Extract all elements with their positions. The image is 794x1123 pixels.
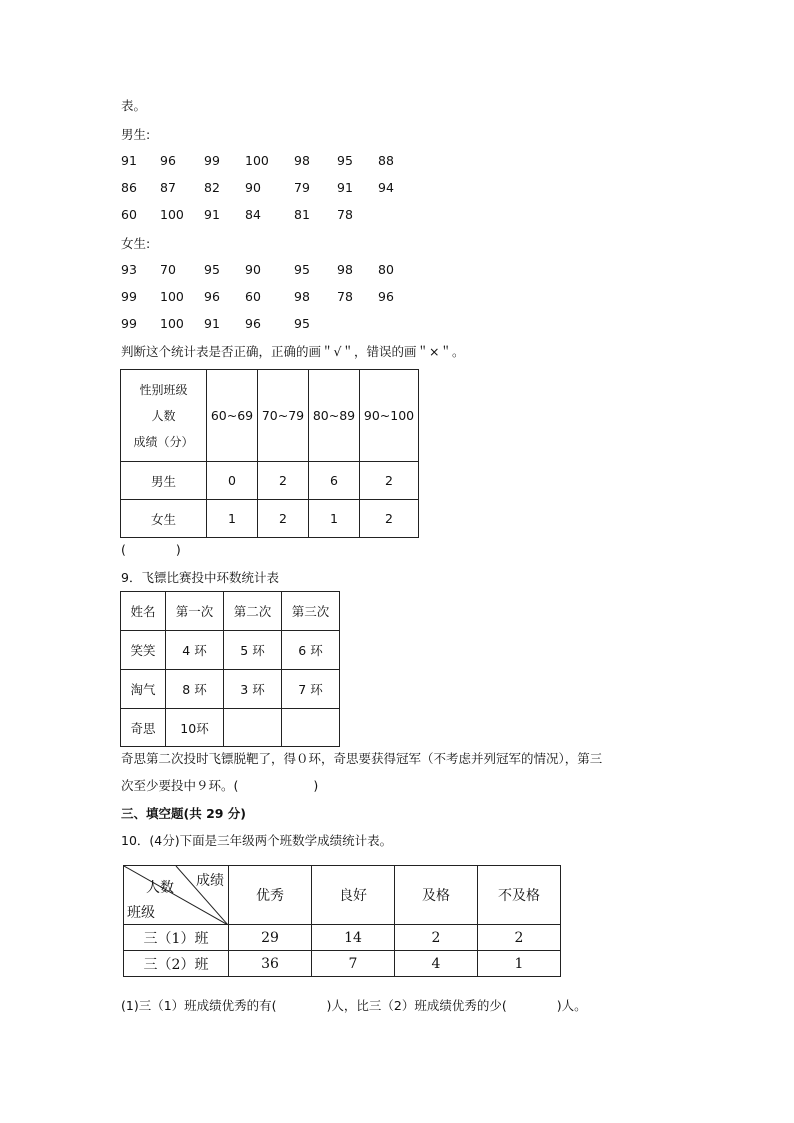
table1-cell: 2	[360, 500, 419, 538]
intro-tail: 表。	[121, 98, 147, 113]
table2-cell: 笑笑	[121, 631, 166, 670]
score-value: 90	[245, 180, 261, 195]
score-value: 91	[204, 316, 220, 331]
table2-cell	[282, 709, 340, 747]
score-value: 78	[337, 207, 353, 222]
table1-corner	[121, 370, 207, 462]
score-value: 95	[337, 153, 353, 168]
table2-cell: 7 环	[282, 670, 340, 709]
q9-text: 奇思第二次投时飞镖脱靶了，得０环，奇思要获得冠军（不考虑并列冠军的情况），第三	[121, 751, 603, 766]
score-value: 95	[294, 316, 310, 331]
table2-cell: 5 环	[224, 631, 282, 670]
table1-corner-line: 人数	[151, 408, 176, 423]
table2-cell: 淘气	[121, 670, 166, 709]
table3-corner	[124, 866, 229, 925]
table3-cell: 29	[229, 925, 312, 951]
score-value: 99	[121, 316, 137, 331]
table3-header: 不及格	[478, 866, 561, 925]
table2-cell: 8 环	[166, 670, 224, 709]
table3-cell: 2	[395, 925, 478, 951]
table1-cell: 1	[309, 500, 360, 538]
score-value: 70	[160, 262, 176, 277]
score-value: 94	[378, 180, 394, 195]
score-value: 78	[337, 289, 353, 304]
q10-title: 10．(4分)下面是三年级两个班数学成绩统计表。	[121, 833, 393, 848]
table3-cell: 1	[478, 951, 561, 977]
table2-cell: 6 环	[282, 631, 340, 670]
table2-header: 第三次	[282, 592, 340, 631]
score-value: 91	[121, 153, 137, 168]
table2-cell: 4 环	[166, 631, 224, 670]
score-value: 88	[378, 153, 394, 168]
table2-cell: 奇思	[121, 709, 166, 747]
table3-header: 优秀	[229, 866, 312, 925]
score-value: 100	[160, 289, 184, 304]
score-value: 79	[294, 180, 310, 195]
score-value: 98	[294, 289, 310, 304]
score-value: 90	[245, 262, 261, 277]
score-value: 60	[121, 207, 137, 222]
score-value: 95	[204, 262, 220, 277]
score-value: 84	[245, 207, 261, 222]
table1-header: 80~89	[309, 370, 360, 462]
score-value: 99	[121, 289, 137, 304]
table1-header: 70~79	[258, 370, 309, 462]
score-value: 93	[121, 262, 137, 277]
q10-subquestion: (1)三（1）班成绩优秀的有( )人，比三（2）班成绩优秀的少( )人。	[121, 998, 587, 1013]
table1-corner-line: 性别班级	[139, 382, 188, 397]
table3-row-label: 三（1）班	[124, 925, 229, 951]
girls-label: 女生:	[121, 236, 151, 251]
score-value: 95	[294, 262, 310, 277]
score-value: 96	[204, 289, 220, 304]
table1-cell: 2	[258, 462, 309, 500]
score-value: 86	[121, 180, 137, 195]
table3-corner-mid: 人数	[146, 880, 174, 896]
judge-prompt: 判断这个统计表是否正确，正确的画＂√＂，错误的画＂×＂。	[121, 344, 465, 359]
table3-cell: 4	[395, 951, 478, 977]
table3-row-label: 三（2）班	[124, 951, 229, 977]
table2-header: 第二次	[224, 592, 282, 631]
score-value: 100	[245, 153, 269, 168]
table3-cell: 14	[312, 925, 395, 951]
score-value: 98	[294, 153, 310, 168]
table2-cell: 10环	[166, 709, 224, 747]
table2-header: 姓名	[121, 592, 166, 631]
score-value: 91	[204, 207, 220, 222]
score-value: 100	[160, 316, 184, 331]
table3-cell: 36	[229, 951, 312, 977]
score-value: 91	[337, 180, 353, 195]
score-value: 100	[160, 207, 184, 222]
score-value: 82	[204, 180, 220, 195]
answer-blank: ( )	[121, 542, 181, 557]
score-value: 99	[204, 153, 220, 168]
score-value: 96	[378, 289, 394, 304]
score-value: 81	[294, 207, 310, 222]
table3-header: 良好	[312, 866, 395, 925]
section-title: 三、填空题(共 29 分)	[121, 806, 247, 821]
table1-row-label: 女生	[121, 500, 207, 538]
table2-header: 第一次	[166, 592, 224, 631]
table2-cell: 3 环	[224, 670, 282, 709]
score-value: 60	[245, 289, 261, 304]
table3-cell: 2	[478, 925, 561, 951]
table1-corner-line: 成绩（分）	[133, 434, 194, 449]
class-score-table	[123, 865, 561, 977]
table2-cell	[224, 709, 282, 747]
table3-header: 及格	[395, 866, 478, 925]
score-value: 80	[378, 262, 394, 277]
boys-label: 男生:	[121, 127, 151, 142]
table1-cell: 2	[258, 500, 309, 538]
table1-cell: 6	[309, 462, 360, 500]
table3-corner-bottom: 班级	[127, 905, 155, 921]
dart-score-table	[120, 591, 340, 747]
table1-cell: 0	[207, 462, 258, 500]
table1-header: 90~100	[360, 370, 419, 462]
table3-cell: 7	[312, 951, 395, 977]
score-value: 96	[160, 153, 176, 168]
score-value: 98	[337, 262, 353, 277]
table1-cell: 1	[207, 500, 258, 538]
q9-text: 次至少要投中９环。( )	[121, 778, 319, 793]
table3-corner-top: 成绩	[196, 873, 224, 889]
score-value: 87	[160, 180, 176, 195]
q9-title: 9．飞镖比赛投中环数统计表	[121, 570, 279, 585]
score-range-table	[120, 369, 419, 538]
table1-row-label: 男生	[121, 462, 207, 500]
score-value: 96	[245, 316, 261, 331]
table1-cell: 2	[360, 462, 419, 500]
table1-header: 60~69	[207, 370, 258, 462]
